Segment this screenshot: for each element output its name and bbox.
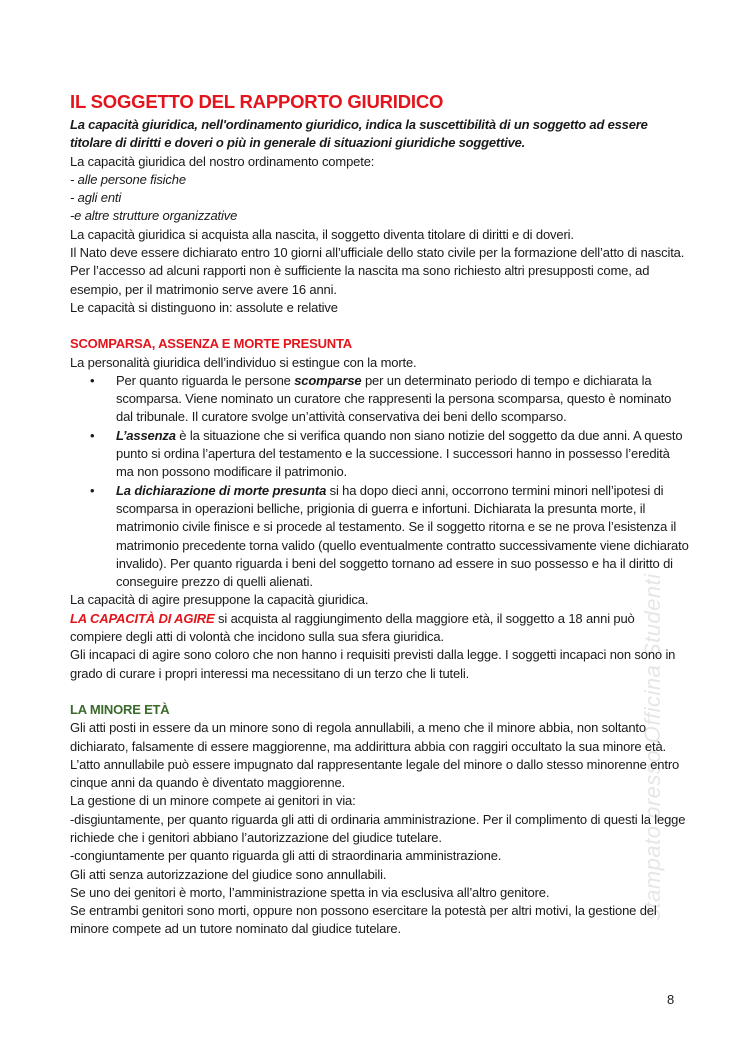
paragraph: La capacità giuridica si acquista alla nascita, il soggetto diventa titolare di diritti e di doveri.: [70, 226, 574, 242]
list-item: [70, 482, 690, 592]
paragraph: Le capacità si distinguono in: assolute e relative: [70, 299, 338, 315]
bullet-icon: •: [90, 482, 95, 498]
list-item: [70, 427, 690, 482]
paragraph: La gestione di un minore compete ai genitori in via:: [70, 793, 356, 809]
list-item: [70, 372, 690, 427]
list-item-text: Per quanto riguarda le persone: [116, 372, 295, 388]
paragraph: Se entrambi genitori sono morti, oppure non possono esercitare la potestà per altri motivi, la gestione del minore compete ad un tutore nominato dal giudice tutelare.: [70, 903, 657, 937]
paragraph-text: si acquista al raggiungimento della maggiore età, il soggetto a 18 anni può compiere degli atti di volontà che incidono sulla sua sfera giuridica.: [70, 610, 635, 645]
paragraph: -congiuntamente per quanto riguarda gli atti di straordinaria amministrazione.: [70, 848, 502, 864]
page-number: 8: [667, 992, 675, 1007]
paragraph: [70, 610, 690, 647]
paragraph: Gli atti senza autorizzazione del giudice sono annullabili.: [70, 866, 387, 882]
paragraph: Se uno dei genitori è morto, l’amministrazione spetta in via esclusiva all’altro genitore.: [70, 884, 550, 900]
bullet-icon: •: [90, 372, 95, 388]
list-item-text: si ha dopo dieci anni, occorrono termini minori nell’ipotesi di scomparsa in operazioni belliche, prigionia di guerra e infortuni. Dichiarata la presunta morte, il matrimonio civile finisce e si procede al testamento. Se il soggetto ritorna e se ne prova l’esistenza il matrimonio precedente torna valido (quello eventualmente contratto successivamente viene dichiarato invalido). Per quanto riguarda i beni del soggetto tornano ad essere in suo possesso e ha il diritto di conseguire prezzo di quelli alienati.: [116, 482, 689, 590]
list-item-text: per un determinato periodo di tempo e dichiarata la scomparsa. Viene nominato un curatore che rappresenti la persona scomparsa, questo è nominato dal tribunale. Il curatore svolge un’attività conservativa dei beni dello scomparso.: [116, 372, 672, 425]
intro-item: -e altre strutture organizzative: [70, 208, 238, 224]
section-heading-scomparsa: SCOMPARSA, ASSENZA E MORTE PRESUNTA: [70, 336, 352, 352]
capacita-agire-emphasis: LA CAPACITÀ DI AGIRE: [70, 610, 215, 626]
paragraph: -disgiuntamente, per quanto riguarda gli atti di ordinaria amministrazione. Per il complimento di questi la legge richiede che i genitori abbiano l’autorizzazione del giudice tutelare.: [70, 811, 686, 845]
paragraph: Il Nato deve essere dichiarato entro 10 giorni all’ufficiale dello stato civile per la formazione dell’atto di nascita. Per l’accesso ad alcuni rapporti non è sufficiente la nascita ma sono richiesto altri presupposti come, ad esempio, per il matrimonio serve avere 16 anni.: [70, 245, 685, 297]
watermark: stampato presso Officina Studenti: [640, 573, 665, 920]
document-page: [70, 90, 690, 939]
intro-item: - agli enti: [70, 190, 122, 206]
section-heading-minore-eta: LA MINORE ETÀ: [70, 701, 170, 717]
list-item-text: è la situazione che si verifica quando non siano notizie del soggetto da due anni. A questo punto si ordina l’apertura del testamento e la successione. I successori hanno in possesso l’eredità ma non possono modificare il patrimonio.: [116, 427, 683, 480]
page-title: IL SOGGETTO DEL RAPPORTO GIURIDICO: [70, 91, 444, 112]
paragraph: Gli incapaci di agire sono coloro che non hanno i requisiti previsti dalla legge. I soggetti incapaci non sono in grado di curare i propri interessi ma necessitano di un terzo che li tuteli.: [70, 647, 676, 681]
section-intro: La personalità giuridica dell’individuo si estingue con la morte.: [70, 354, 417, 370]
intro-item: - alle persone fisiche: [70, 171, 186, 187]
paragraph: Gli atti posti in essere da un minore sono di regola annullabili, a meno che il minore abbia, non soltanto dichiarato, falsamente di essere maggiorenne, ma addirittura abbia con raggiri occultato la sua minore età. L’atto annullabile può essere impugnato dal rappresentante legale del minore o dallo stesso minorenne entro cinque anni da quando è diventato maggiorenne.: [70, 720, 680, 791]
paragraph: La capacità di agire presuppone la capacità giuridica.: [70, 592, 369, 608]
list-item-emphasis: scomparse: [294, 372, 362, 388]
intro-text: La capacità giuridica del nostro ordinamento compete:: [70, 153, 375, 169]
list-item-emphasis: La dichiarazione di morte presunta: [116, 482, 327, 498]
definition-text: La capacità giuridica, nell'ordinamento giuridico, indica la suscettibilità di un soggetto ad essere titolare di diritti e doveri o più in generale di situazioni giuridiche soggettive.: [70, 117, 648, 151]
bullet-icon: •: [90, 427, 95, 443]
list-item-emphasis: L’assenza: [116, 427, 176, 443]
bullet-list: [70, 372, 690, 592]
